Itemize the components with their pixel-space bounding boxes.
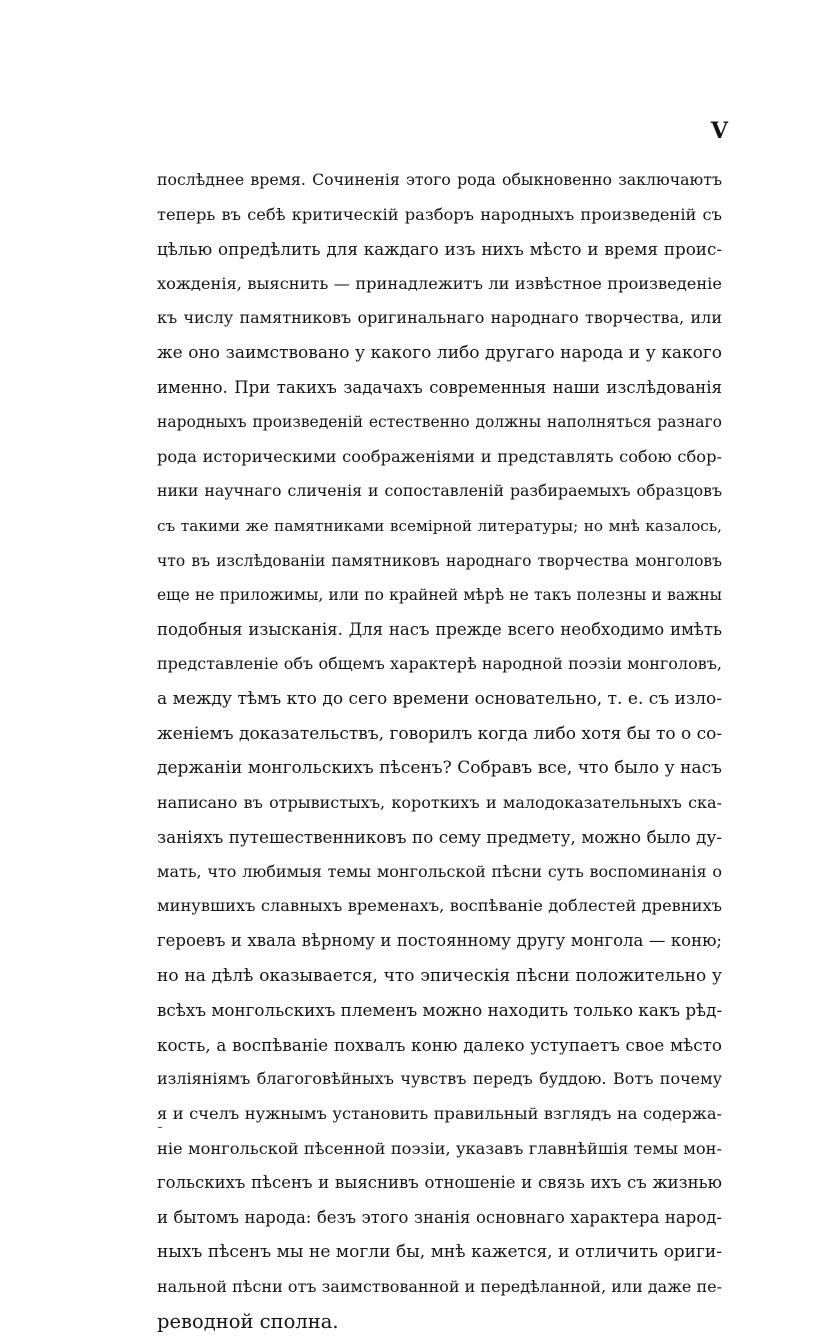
text-line: всѣхъ монгольскихъ племенъ можно находить только какъ рѣд- <box>157 1000 722 1021</box>
text-line: я и счелъ нужнымъ установить правильный взглядъ на содержа- <box>157 1104 722 1124</box>
text-line: народныхъ произведеній естественно должны наполняться разнаго <box>157 413 722 432</box>
text-line: подобныя изысканія. Для насъ прежде всего необходимо имѣть <box>157 619 722 639</box>
text-line: женіемъ доказательствъ, говорилъ когда либо хотя бы то о со- <box>157 723 722 744</box>
print-speck <box>158 1127 162 1128</box>
text-line: хожденія, выяснить — принадлежитъ ли извѣстное произведеніе <box>157 273 722 293</box>
text-line: кость, а воспѣваніе похвалъ коню далеко уступаетъ свое мѣсто <box>157 1034 722 1055</box>
text-line: написано въ отрывистыхъ, короткихъ и малодоказательныхъ ска- <box>157 792 722 812</box>
text-line: мать, что любимыя темы монгольской пѣсни суть воспоминанія о <box>157 861 722 881</box>
page-number: V <box>710 118 728 144</box>
text-line: съ такими же памятниками всемірной литературы; но мнѣ казалось, <box>157 516 722 535</box>
text-line: заніяхъ путешественниковъ по сему предмету, можно было ду- <box>157 827 722 848</box>
text-line: представленіе объ общемъ характерѣ народной поэзіи монголовъ, <box>157 654 722 674</box>
text-line: теперь въ себѣ критическій разборъ народныхъ произведеній съ <box>157 204 722 224</box>
text-line: минувшихъ славныхъ временахъ, воспѣваніе доблестей древнихъ <box>157 896 722 916</box>
text-line: гольскихъ пѣсенъ и выяснивъ отношеніе и связь ихъ съ жизнью <box>157 1173 722 1193</box>
text-line: еще не приложимы, или по крайней мѣрѣ не такъ полезны и важны <box>157 586 722 605</box>
text-line: ники научнаго сличенія и сопоставленій разбираемыхъ образцовъ <box>157 481 722 501</box>
text-line: цѣлью опредѣлить для каждаго изъ нихъ мѣсто и время проис- <box>157 239 722 260</box>
text-line: держаніи монгольскихъ пѣсенъ? Собравъ все, что было у насъ <box>157 758 722 779</box>
text-line: нальной пѣсни отъ заимствованной и передѣланной, или даже пе- <box>157 1277 722 1296</box>
text-line: именно. При такихъ задачахъ современныя наши изслѣдованія <box>157 377 722 397</box>
text-line: къ числу памятниковъ оригинальнаго народнаго творчества, или <box>157 308 722 328</box>
text-line: но на дѣлѣ оказывается, что эпическія пѣсни положительно у <box>157 965 722 986</box>
text-line: героевъ и хвала вѣрному и постоянному другу монгола — коню; <box>157 931 722 951</box>
text-line: ныхъ пѣсенъ мы не могли бы, мнѣ кажется, и отличить ориги- <box>157 1242 722 1263</box>
text-line: а между тѣмъ кто до сего времени основательно, т. е. съ изло- <box>157 688 722 709</box>
text-line: и бытомъ народа: безъ этого знанія основнаго характера народ- <box>157 1207 722 1227</box>
text-line: что въ изслѣдованіи памятниковъ народнаго творчества монголовъ <box>157 551 722 570</box>
text-line: ніе монгольской пѣсенной поэзіи, указавъ главнѣйшія темы мон- <box>157 1138 722 1158</box>
body-text <box>157 163 722 1339</box>
text-line-last: реводной сполна. <box>157 1309 339 1333</box>
text-line: послѣднее время. Сочиненія этого рода обыкновенно заключаютъ <box>157 170 722 189</box>
text-line: изліяніямъ благоговѣйныхъ чувствъ передъ буддою. Вотъ почему <box>157 1069 722 1089</box>
text-line: же оно заимствовано у какого либо другаго народа и у какого <box>157 342 722 363</box>
text-line: рода историческими соображеніями и представлять собою сбор- <box>157 446 722 466</box>
